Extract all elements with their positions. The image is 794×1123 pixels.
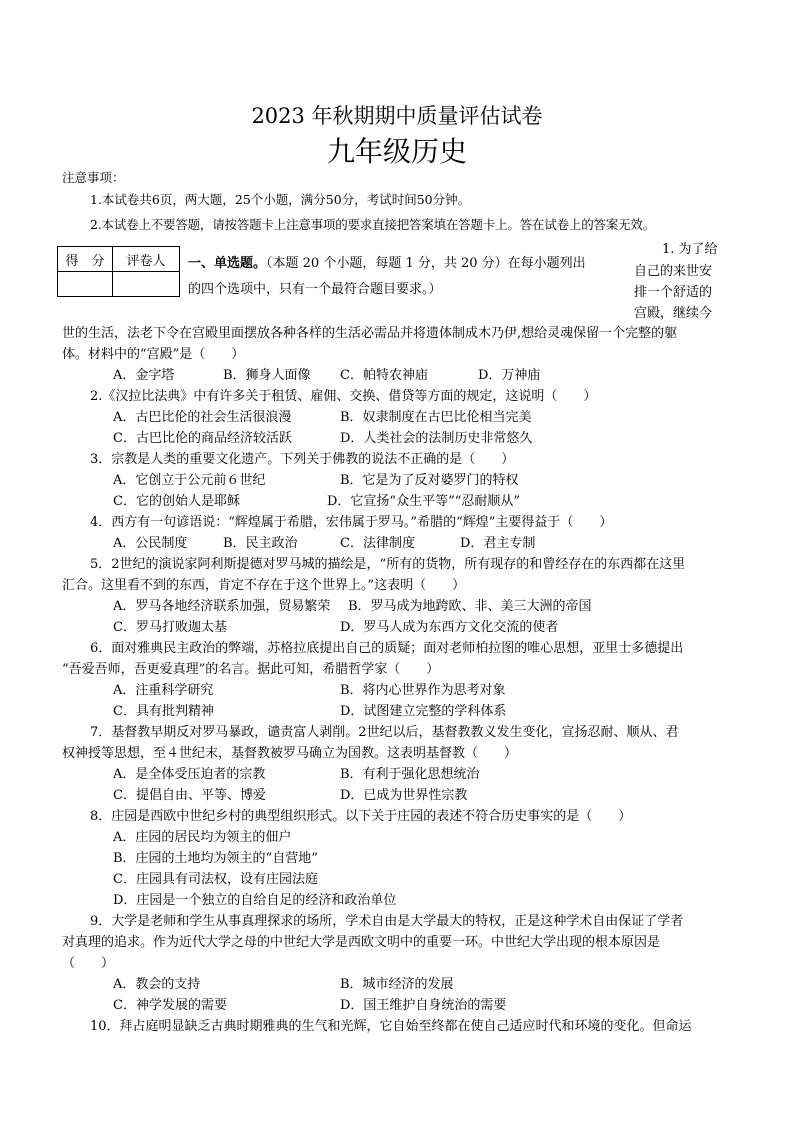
q6-option-b: B．将内心世界作为思考对象 xyxy=(340,683,506,698)
q8-option-a: A．庄园的居民均为领主的佃户 xyxy=(113,830,292,845)
q3-option-d: D．它宣扬“众生平等”“忍耐顺从” xyxy=(327,494,521,509)
notice-item-1: 1.本试卷共6页，两大题，25个小题，满分50分，考试时间50分钟。 xyxy=(90,192,471,207)
q4-option-b: B．民主政治 xyxy=(223,536,298,551)
section1-header xyxy=(188,252,586,271)
exam-title: 2023 年秋期期中质量评估试卷 xyxy=(251,104,543,128)
q1-line-1: 世的生活，法老下令在宫殿里面摆放各种各样的生活必需品并将遗体制成木乃伊,想给灵魂保留一个完整的躯 xyxy=(62,326,678,341)
q7-line-2: 权神授等思想，至４世纪末，基督教被罗马确立为国教。这表明基督教（ ） xyxy=(62,746,518,761)
q5-option-a: A．罗马各地经济联系加强，贸易繁荣 xyxy=(113,599,331,614)
q8-stem: 8．庄园是西欧中世纪乡村的典型组织形式。以下关于庄园的表述不符合历史事实的是（ ） xyxy=(90,809,632,824)
q1-option-b: B．狮身人面像 xyxy=(223,368,311,383)
score-table xyxy=(57,246,180,297)
q3-option-c: C．它的创始人是耶稣 xyxy=(113,494,240,509)
section1-desc-a: （本题 20 个小题，每题 1 分，共 20 分）在每小题列出 xyxy=(266,256,586,271)
q9-line-2: 对真理的追求。作为近代大学之母的中世纪大学是西欧文明中的重要一环。中世纪大学出现的根本原因是 xyxy=(62,935,661,950)
q3-option-a: A．它创立于公元前６世纪 xyxy=(113,473,266,488)
q6-option-d: D．试图建立完整的学科体系 xyxy=(340,704,507,719)
q9-option-b: B．城市经济的发展 xyxy=(340,977,454,992)
q8-option-d: D．庄园是一个独立的自给自足的经济和政治单位 xyxy=(113,893,397,908)
notice-item-2: 2.本试卷上不要答题，请按答题卡上注意事项的要求直接把答案填在答题卡上。答在试卷上的答案无效。 xyxy=(90,217,656,232)
q10-line-1: 10．拜占庭明显缺乏古典时期雅典的生气和光辉，它自始至终都在使自己适应时代和环境的变化。但命运 xyxy=(90,1019,692,1034)
q7-option-c: C．提倡自由、平等、博爱 xyxy=(113,788,266,803)
grader-header: 评卷人 xyxy=(113,247,180,272)
q6-line-1: 6．面对雅典民主政治的弊端，苏格拉底提出自己的质疑；面对老师柏拉图的唯心思想，亚里士多德提出 xyxy=(90,641,684,656)
q6-line-2: “吾爱吾师，吾更爱真理”的名言。据此可知，希腊哲学家（ ） xyxy=(62,662,440,677)
q2-option-c: C．古巴比伦的商品经济较活跃 xyxy=(113,431,292,446)
q6-option-a: A．注重科学研究 xyxy=(113,683,214,698)
q1-side-line-4: 宫殿，继续今 xyxy=(634,306,713,321)
q7-option-d: D．已成为世界性宗教 xyxy=(340,788,468,803)
notice-heading: 注意事项： xyxy=(62,170,125,185)
q1-option-d: D．万神庙 xyxy=(478,368,541,383)
q1-option-c: C．帕特农神庙 xyxy=(340,368,428,383)
q2-stem: 2.《汉拉比法典》中有许多关于租赁、雇佣、交换、借贷等方面的规定，这说明（ ） xyxy=(90,389,597,404)
score-header: 得 分 xyxy=(58,247,113,272)
q3-option-b: B．它是为了反对婆罗门的特权 xyxy=(340,473,519,488)
q4-option-a: A．公民制度 xyxy=(113,536,188,551)
q1-side-line-3: 排一个舒适的 xyxy=(634,285,713,300)
q5-line-2: 汇合。这里看不到的东西，肯定不存在于这个世界上。”这表明（ ） xyxy=(62,578,466,593)
q6-option-c: C．具有批判精神 xyxy=(113,704,214,719)
score-cell xyxy=(58,272,113,297)
q8-option-b: B．庄园的土地均为领主的“自营地” xyxy=(113,851,318,866)
q9-option-a: A．教会的支持 xyxy=(113,977,201,992)
q4-option-d: D．君主专制 xyxy=(460,536,536,551)
q2-option-a: A．古巴比伦的社会生活很浪漫 xyxy=(113,410,292,425)
q9-line-1: 9．大学是老师和学生从事真理探求的场所，学术自由是大学最大的特权，正是这种学术自由保证了学者 xyxy=(90,914,684,929)
q2-option-d: D．人类社会的法制历史非常悠久 xyxy=(340,431,533,446)
q9-option-c: C．神学发展的需要 xyxy=(113,998,227,1013)
q8-option-c: C．庄园具有司法权，设有庄园法庭 xyxy=(113,872,318,887)
section1-title: 一、单选题。 xyxy=(188,256,267,271)
q5-option-d: D．罗马人成为东西方文化交流的使者 xyxy=(340,620,559,635)
section1-desc-b: 的四个选项中，只有一个最符合题目要求。） xyxy=(188,282,442,297)
q5-option-b: B．罗马成为地跨欧、非、美三大洲的帝国 xyxy=(348,599,592,614)
q1-line-2: 体。材料中的“宫殿”是（ ） xyxy=(62,347,245,362)
q2-option-b: B．奴隶制度在古巴比伦相当完美 xyxy=(340,410,532,425)
subject-title: 九年级历史 xyxy=(326,135,467,168)
q1-option-a: A．金字塔 xyxy=(113,368,175,383)
q9-line-3: （ ） xyxy=(62,956,115,971)
q4-option-c: C．法律制度 xyxy=(340,536,415,551)
q7-option-a: A．是全体受压迫者的宗教 xyxy=(113,767,266,782)
q5-line-1: 5．2世纪的演说家阿利斯提德对罗马城的描绘是，“所有的货物，所有现存的和曾经存在的东西都在这里 xyxy=(90,557,686,572)
q7-line-1: 7．基督教早期反对罗马暴政，谴责富人剥削。2世纪以后，基督教教义发生变化，宣扬忍耐、顺从、君 xyxy=(90,725,679,740)
q7-option-b: B．有利于强化思想统治 xyxy=(340,767,480,782)
q3-stem: 3．宗教是人类的重要文化遗产。下列关于佛教的说法不正确的是（ ） xyxy=(90,452,515,467)
q5-option-c: C．罗马打败迦太基 xyxy=(113,620,227,635)
q9-option-d: D．国王维护自身统治的需要 xyxy=(340,998,507,1013)
grader-cell xyxy=(113,272,180,297)
q1-side-line-2: 自己的来世安 xyxy=(634,264,713,279)
q4-stem: 4．西方有一句谚语说：“辉煌属于希腊，宏伟属于罗马。”希腊的“辉煌”主要得益于（ ） xyxy=(90,515,613,530)
q1-side-line-1: 1. 为了给 xyxy=(662,242,718,257)
